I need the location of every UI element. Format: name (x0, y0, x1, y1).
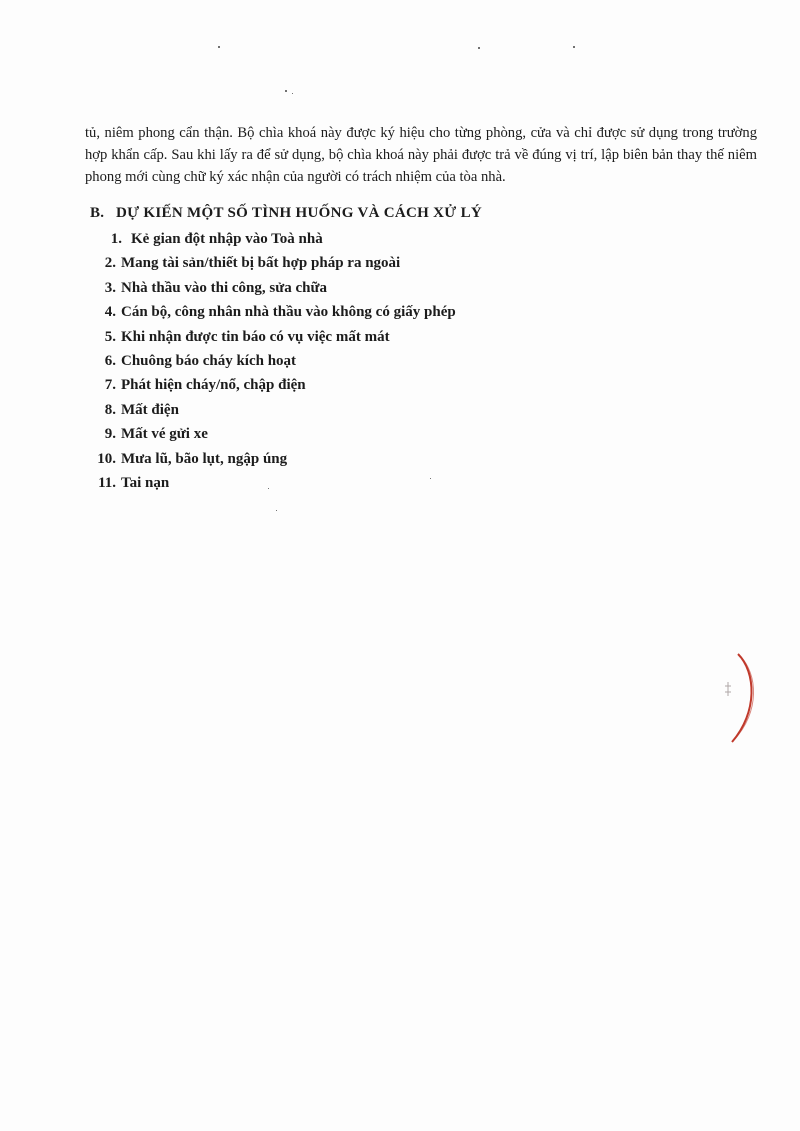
seal-stamp-fragment (722, 652, 762, 744)
list-item (90, 422, 456, 446)
list-item (90, 276, 456, 300)
list-item (90, 325, 456, 349)
list-item-number: 1. (110, 231, 122, 247)
list-item (90, 373, 456, 397)
list-item-text: Kẻ gian đột nhập vào Toà nhà (131, 231, 323, 247)
list-item (90, 471, 456, 495)
scan-speck (478, 47, 480, 49)
body-paragraph: tủ, niêm phong cẩn thận. Bộ chìa khoá này được ký hiệu cho từng phòng, cửa và chỉ được sử dụng trong trường hợp khẩn cấp. Sau khi lấy ra để sử dụng, bộ chìa khoá này phải được trả về đúng vị trí, lập biên bản thay thế niêm phong mới cùng chữ ký xác nhận của người có trách nhiệm của tòa nhà. (85, 125, 757, 185)
situation-list (90, 227, 456, 495)
list-item-text: Chuông báo cháy kích hoạt (121, 352, 297, 369)
list-item-number: 2. (104, 255, 116, 272)
list-item-text: Khi nhận được tin báo có vụ việc mất mát (121, 328, 390, 345)
list-item (90, 447, 456, 471)
list-item-text: Mang tài sản/thiết bị bất hợp pháp ra ngoài (121, 255, 401, 272)
list-item-text: Cán bộ, công nhân nhà thầu vào không có giấy phép (121, 304, 456, 321)
list-item-text: Tai nạn (121, 474, 170, 491)
list-item (90, 227, 456, 251)
scan-speck (218, 46, 220, 48)
list-item (90, 300, 456, 324)
list-item-number: 10. (97, 450, 116, 467)
scan-speck (285, 90, 287, 92)
section-title: DỰ KIẾN MỘT SỐ TÌNH HUỐNG VÀ CÁCH XỬ LÝ (116, 205, 483, 221)
list-item-number: 7. (104, 377, 116, 394)
list-item-number: 9. (104, 426, 116, 443)
list-item (90, 251, 456, 275)
section-letter: B. (90, 205, 105, 221)
list-item (90, 349, 456, 373)
scan-speck (573, 46, 575, 48)
list-item-number: 11. (98, 474, 116, 491)
scan-speck (276, 510, 277, 511)
list-item (90, 398, 456, 422)
list-item-number: 6. (104, 352, 116, 369)
list-item-text: Phát hiện cháy/nổ, chập điện (121, 377, 306, 394)
list-item-number: 3. (104, 279, 116, 296)
list-item-text: Nhà thầu vào thi công, sửa chữa (121, 279, 327, 296)
section-heading (90, 205, 482, 222)
list-item-text: Mất điện (121, 401, 179, 418)
list-item-number: 5. (104, 328, 116, 345)
scan-speck (292, 93, 293, 94)
list-item-number: 4. (104, 304, 116, 321)
list-item-number: 8. (104, 401, 116, 418)
list-item-text: Mất vé gửi xe (121, 426, 208, 443)
list-item-text: Mưa lũ, bão lụt, ngập úng (121, 450, 288, 467)
